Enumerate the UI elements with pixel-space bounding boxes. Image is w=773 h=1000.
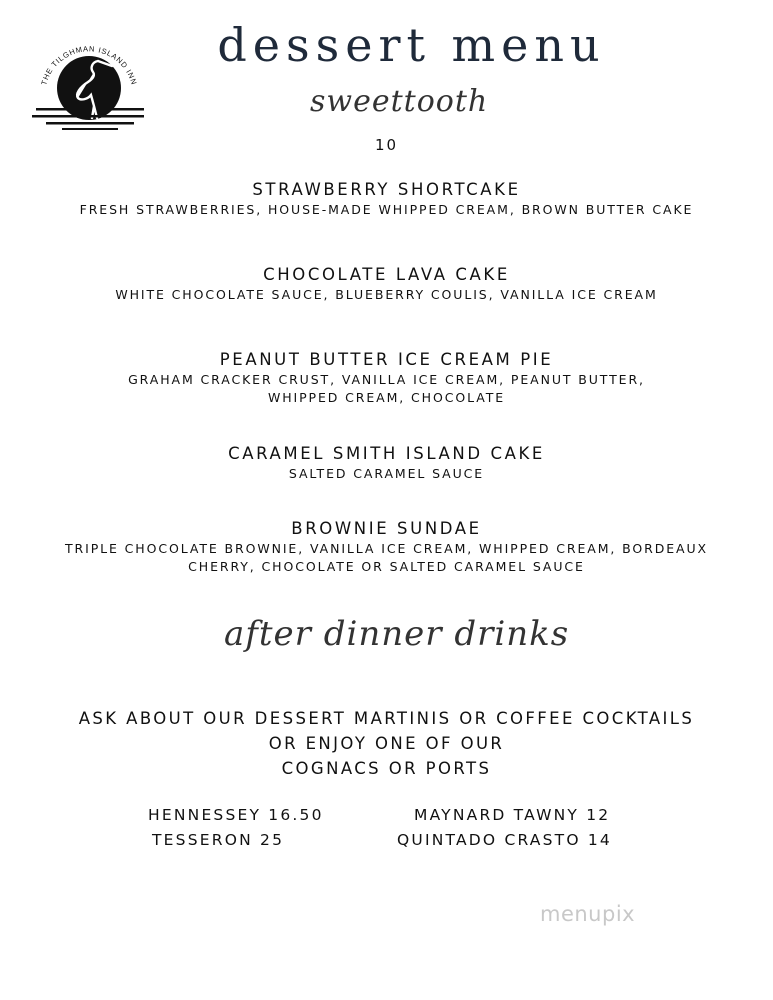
menu-item-description: WHITE CHOCOLATE SAUCE, BLUEBERRY COULIS, VANILLA ICE CREAM	[115, 287, 658, 302]
menu-item-description: FRESH STRAWBERRIES, HOUSE-MADE WHIPPED CREAM, BROWN BUTTER CAKE	[79, 202, 694, 217]
menu-item-description: WHIPPED CREAM, CHOCOLATE	[267, 390, 506, 405]
menu-item-description: SALTED CARAMEL SAUCE	[288, 466, 485, 481]
drink-item-quintado-crasto: QUINTADO CRASTO 14	[397, 831, 612, 849]
menu-item-name: BROWNIE SUNDAE	[291, 519, 482, 538]
logo-text: THE TILGHMAN ISLAND INN	[39, 44, 139, 87]
drinks-intro-line: COGNACS OR PORTS	[281, 759, 492, 778]
menupix-watermark: menupix	[540, 902, 636, 926]
menu-item-name: PEANUT BUTTER ICE CREAM PIE	[219, 350, 554, 369]
menu-item-name: CHOCOLATE LAVA CAKE	[263, 265, 510, 284]
drink-item-tesseron: TESSERON 25	[152, 831, 285, 849]
drinks-intro	[0, 706, 773, 781]
menu-item-peanut-butter-pie	[0, 349, 773, 407]
menu-item-description: GRAHAM CRACKER CRUST, VANILLA ICE CREAM, PEANUT BUTTER,	[128, 372, 645, 387]
drink-item-hennessey: HENNESSEY 16.50	[148, 806, 324, 824]
menu-item-description: CHERRY, CHOCOLATE OR SALTED CARAMEL SAUCE	[188, 559, 585, 574]
sweettooth-script-heading: sweettooth	[310, 84, 489, 119]
menu-item-name: STRAWBERRY SHORTCAKE	[252, 180, 521, 199]
drinks-intro-line: OR ENJOY ONE OF OUR	[268, 734, 505, 753]
drink-item-maynard-tawny: MAYNARD TAWNY 12	[414, 806, 611, 824]
menu-item-strawberry-shortcake	[0, 179, 773, 219]
dessert-price: 10	[374, 136, 399, 154]
drinks-intro-line: ASK ABOUT OUR DESSERT MARTINIS OR COFFEE COCKTAILS	[78, 709, 695, 728]
menu-item-description: TRIPLE CHOCOLATE BROWNIE, VANILLA ICE CREAM, WHIPPED CREAM, BORDEAUX	[64, 541, 709, 556]
page-title: dessert menu	[217, 18, 606, 72]
menu-item-name: CARAMEL SMITH ISLAND CAKE	[228, 444, 545, 463]
after-dinner-drinks-script-heading: after dinner drinks	[224, 614, 570, 654]
menu-item-caramel-smith-island-cake	[0, 443, 773, 483]
menu-item-brownie-sundae	[0, 518, 773, 576]
menu-item-chocolate-lava-cake	[0, 264, 773, 304]
